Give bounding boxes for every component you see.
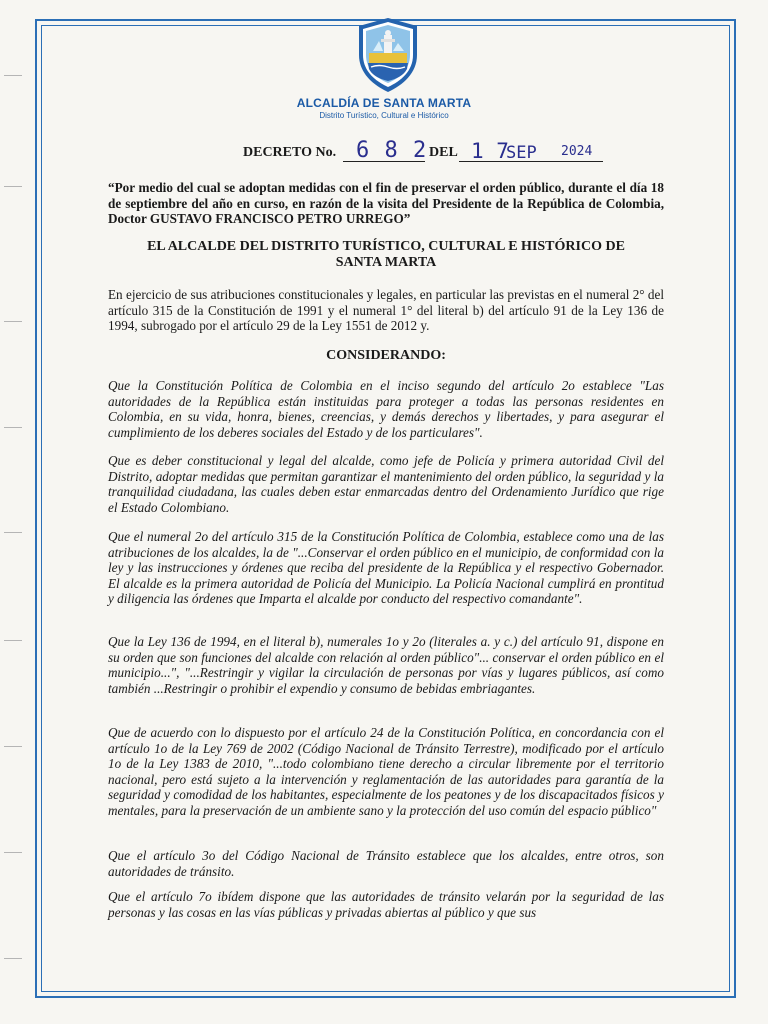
decree-number: 6 8 2 [356, 138, 428, 163]
considering-paragraph-3: Que el numeral 2o del artículo 315 de la Constitución Política de Colombia, establece como una de las atribuciones de los alcaldes, la de "...Conservar el orden público en el municipio, de conformidad con la ley y las instrucciones y órdenes que reciba del presidente de la República y el respectivo Gobernador. El alcalde es la primera autoridad de Policía del Municipio. La Policía Nacional cumplirá en prontitud y diligencia las órdenes que Imparta el alcalde por conducto del respectivo comandante". [108, 529, 664, 607]
decree-number-label: DECRETO No. [243, 145, 337, 160]
decree-line [243, 139, 643, 165]
decree-date-year: 2024 [561, 144, 593, 159]
org-subtitle: Distrito Turístico, Cultural e Histórico [319, 111, 449, 120]
decree-date-label: DEL [429, 145, 458, 160]
coat-of-arms-logo [357, 17, 419, 93]
considering-paragraph-1: Que la Constitución Política de Colombia en el inciso segundo del artículo 2o establece "Las autoridades de la República están instituidas para proteger a todas las personas residentes en Colombia, en su vida, honra, bienes, creencias, y demás derechos y libertades, y para asegurar el cumplimiento de los deberes sociales del Estado y de los particulares". [108, 378, 664, 440]
considering-heading: CONSIDERANDO: [326, 348, 446, 363]
decree-date-month: SEP [506, 143, 537, 163]
considering-paragraph-4: Que la Ley 136 de 1994, en el literal b), numerales 1o y 2o (literales a. y c.) del artículo 91, dispone en su orden que son funciones del alcalde con relación al orden público"... conservar el orden público en el municipio...", "...Restringir y vigilar la circulación de personas por vías y lugares públicos, así como también ...Restringir o prohibir el expendio y consumo de bebidas embriagantes. [108, 634, 664, 696]
authority-heading: EL ALCALDE DEL DISTRITO TURÍSTICO, CULTURAL E HISTÓRICO DE SANTA MARTA [147, 239, 625, 270]
org-name: ALCALDÍA DE SANTA MARTA [296, 96, 472, 110]
preamble: En ejercicio de sus atribuciones constitucionales y legales, en particular las previstas en el numeral 2° del artículo 315 de la Constitución de 1991 y el numeral 1° del literal b) del artículo 91 de la Ley 136 de 1994, subrogado por el artículo 29 de la Ley 1551 de 2012 y. [108, 287, 664, 334]
considering-paragraph-7: Que el artículo 7o ibídem dispone que las autoridades de tránsito velarán por la seguridad de las personas y las cosas en las vías públicas y privadas abiertas al público y que sus [108, 889, 664, 920]
considering-paragraph-2: Que es deber constitucional y legal del alcalde, como jefe de Policía y primera autoridad Civil del Distrito, adoptar medidas que permitan garantizar el mantenimiento del orden público, la seguridad y la tranquilidad ciudadana, las cuales deben estar enmarcadas dentro del Ordenamiento Jurídico que rige el Estado Colombiano. [108, 453, 664, 515]
decree-date-day: 1 7 [471, 139, 509, 163]
considering-paragraph-5: Que de acuerdo con lo dispuesto por el artículo 24 de la Constitución Política, en concordancia con el artículo 1o de la Ley 769 de 2002 (Código Nacional de Tránsito Terrestre), modificado por el artículo 1o de la Ley 1383 de 2010, "...todo colombiano tiene derecho a circular libremente por el territorio nacional, pero está sujeto a la intervención y reglamentación de las autoridades para garantía de la seguridad y comodidad de los habitantes, especialmente de los peatones y de los discapacitados físicos y mentales, para la preservación de un ambiente sano y la protección del uso común del espacio público" [108, 725, 664, 818]
considering-paragraph-6: Que el artículo 3o del Código Nacional de Tránsito establece que los alcaldes, entre otros, son autoridades de tránsito. [108, 848, 664, 879]
decree-summary: “Por medio del cual se adoptan medidas con el fin de preservar el orden público, durante el día 18 de septiembre del año en curso, en razón de la visita del Presidente de la República de Colombia, Doctor GUSTAVO FRANCISCO PETRO URREGO” [108, 180, 664, 227]
